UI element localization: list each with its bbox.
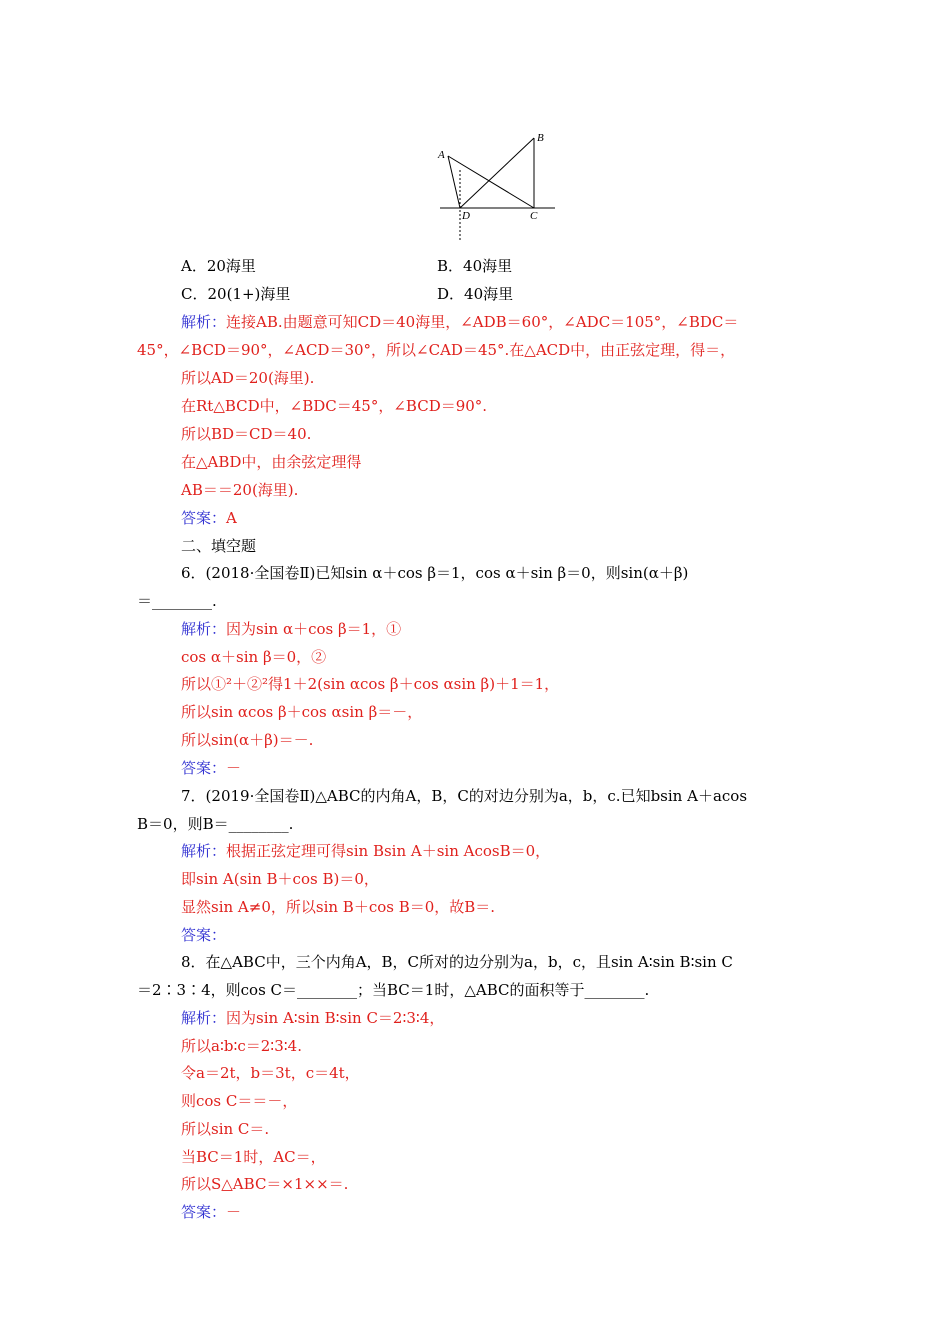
q6-solution-line-5: 所以sin(α＋β)＝－. <box>181 731 314 749</box>
label-d: D <box>462 210 470 222</box>
q6-answer <box>181 758 241 778</box>
geometry-figure <box>430 128 560 244</box>
q6-answer-value: － <box>226 759 242 777</box>
q8-answer-label: 答案： <box>181 1203 227 1221</box>
label-b: B <box>537 132 544 144</box>
q6-jiexi-label: 解析： <box>181 620 227 638</box>
q5-jiexi-label: 解析： <box>181 313 227 331</box>
q5-solution-text-1: 连接AB.由题意可知CD＝40海里，∠ADB＝60°，∠ADC＝105°，∠BDC＝ <box>226 313 739 331</box>
q6-solution-line-1 <box>181 619 401 639</box>
q8-answer-value: － <box>226 1203 242 1221</box>
q7-jiexi-label: 解析： <box>181 842 227 860</box>
q7-question-line-1: 7．(2019·全国卷Ⅱ)△ABC的内角A，B，C的对边分别为a，b，c.已知bsin A＋acos <box>181 787 748 805</box>
q8-question-line-2: ＝2∶3∶4，则cos C＝________；当BC＝1时，△ABC的面积等于________. <box>137 981 650 999</box>
q6-solution-text-1: 因为sin α＋cos β＝1，① <box>226 620 402 638</box>
q8-solution-line-7: 所以S△ABC＝×1××＝. <box>181 1175 349 1193</box>
segment-ad <box>448 156 460 208</box>
q7-solution-line-3: 显然sin A≠0，所以sin B＋cos B＝0，故B＝. <box>181 898 496 916</box>
q6-solution-line-3: 所以①²＋②²得1＋2(sin αcos β＋cos αsin β)＋1＝1， <box>181 675 560 693</box>
q8-solution-text-1: 因为sin A∶sin B∶sin C＝2∶3∶4， <box>226 1009 445 1027</box>
q5-solution-line-6: 在△ABD中，由余弦定理得 <box>181 453 362 471</box>
q7-question-line-2: B＝0，则B＝________. <box>137 815 294 833</box>
q8-jiexi-label: 解析： <box>181 1009 227 1027</box>
segment-ac <box>448 156 534 208</box>
q5-solution-line-7: AB＝＝20(海里). <box>181 481 299 499</box>
q8-solution-line-6: 当BC＝1时，AC＝， <box>181 1148 326 1166</box>
q7-solution-text-1: 根据正弦定理可得sin Bsin A＋sin AcosB＝0， <box>226 842 551 860</box>
q5-solution-line-1 <box>181 312 738 332</box>
option-c: C．20(1+)海里 <box>181 285 291 303</box>
label-a: A <box>438 149 445 161</box>
q6-answer-label: 答案： <box>181 759 227 777</box>
q5-solution-line-2: 45°，∠BCD＝90°，∠ACD＝30°，所以∠CAD＝45°.在△ACD中，由正弦定理，得＝， <box>137 341 736 359</box>
q5-answer-label: 答案： <box>181 509 227 527</box>
q8-solution-line-4: 则cos C＝＝－， <box>181 1092 298 1110</box>
q6-solution-line-4: 所以sin αcos β＋cos αsin β＝－， <box>181 703 423 721</box>
q5-answer-value: A <box>226 509 237 527</box>
q5-solution-line-4: 在Rt△BCD中，∠BDC＝45°，∠BCD＝90°. <box>181 397 488 415</box>
q8-answer <box>181 1202 241 1222</box>
q7-solution-line-1 <box>181 841 550 861</box>
q5-answer <box>181 508 237 528</box>
q6-question-line-1: 6．(2018·全国卷Ⅱ)已知sin α＋cos β＝1，cos α＋sin β＝0，则sin(α＋β) <box>181 564 689 582</box>
q6-question-line-2: ＝________. <box>137 592 217 610</box>
q7-answer-label: 答案： <box>181 926 227 944</box>
segment-db <box>460 138 534 208</box>
label-c: C <box>530 210 538 222</box>
q8-solution-line-2: 所以a∶b∶c＝2∶3∶4. <box>181 1037 302 1055</box>
q6-solution-line-2: cos α＋sin β＝0，② <box>181 648 327 666</box>
q5-solution-line-3: 所以AD＝20(海里). <box>181 369 315 387</box>
q8-solution-line-1 <box>181 1008 444 1028</box>
option-a: A．20海里 <box>181 257 256 275</box>
q7-answer <box>181 925 226 945</box>
q7-solution-line-2: 即sin A(sin B＋cos B)＝0， <box>181 870 379 888</box>
q8-solution-line-5: 所以sin C＝. <box>181 1120 270 1138</box>
option-d: D．40海里 <box>437 285 514 303</box>
option-b: B．40海里 <box>437 257 513 275</box>
section-title: 二、填空题 <box>181 537 257 555</box>
q5-solution-line-5: 所以BD＝CD＝40. <box>181 425 312 443</box>
q8-solution-line-3: 令a＝2t，b＝3t，c＝4t， <box>181 1064 360 1082</box>
q8-question-line-1: 8．在△ABC中，三个内角A，B，C所对的边分别为a，b，c，且sin A∶sin B∶sin C <box>181 953 733 971</box>
